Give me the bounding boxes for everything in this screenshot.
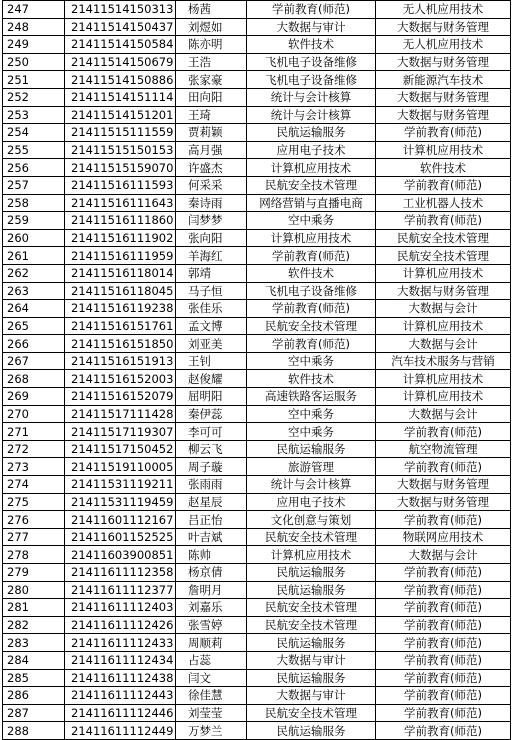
target-major-cell: 学前教育(师范) — [376, 176, 511, 194]
student-name-cell: 郭靖 — [176, 264, 247, 282]
table-row — [3, 704, 511, 722]
original-major-cell: 学前教育(师范) — [247, 335, 376, 353]
original-major-cell: 民航安全技术管理 — [247, 704, 376, 722]
row-number-cell: 272 — [3, 440, 65, 458]
row-number-cell: 274 — [3, 476, 65, 494]
original-major-cell: 应用电子技术 — [247, 493, 376, 511]
target-major-cell: 学前教育(师范) — [376, 511, 511, 529]
student-name-cell: 周顺莉 — [176, 634, 247, 652]
original-major-cell: 学前教育(师范) — [247, 1, 376, 19]
student-id-cell: 21411516111959 — [65, 247, 176, 265]
student-name-cell: 屈明阳 — [176, 388, 247, 406]
row-number-cell: 269 — [3, 388, 65, 406]
original-major-cell: 计算机应用技术 — [247, 159, 376, 177]
original-major-cell: 软件技术 — [247, 264, 376, 282]
row-number-cell: 284 — [3, 651, 65, 669]
target-major-cell: 大数据与财务管理 — [376, 88, 511, 106]
student-id-cell: 21411516118045 — [65, 282, 176, 300]
row-number-cell: 261 — [3, 247, 65, 265]
student-id-cell: 21411611112358 — [65, 564, 176, 582]
student-id-cell: 21411517119307 — [65, 423, 176, 441]
original-major-cell: 统计与会计核算 — [247, 476, 376, 494]
student-id-cell: 21411516111860 — [65, 212, 176, 230]
row-number-cell: 262 — [3, 264, 65, 282]
student-id-cell: 21411611112438 — [65, 669, 176, 687]
row-number-cell: 276 — [3, 511, 65, 529]
target-major-cell: 大数据与会计 — [376, 335, 511, 353]
original-major-cell: 应用电子技术 — [247, 141, 376, 159]
target-major-cell: 物联网应用技术 — [376, 528, 511, 546]
original-major-cell: 空中乘务 — [247, 405, 376, 423]
target-major-cell: 学前教育(师范) — [376, 423, 511, 441]
original-major-cell: 民航安全技术管理 — [247, 317, 376, 335]
target-major-cell: 学前教育(师范) — [376, 458, 511, 476]
table-row — [3, 18, 511, 36]
student-name-cell: 陈亦明 — [176, 36, 247, 54]
original-major-cell: 民航运输服务 — [247, 669, 376, 687]
target-major-cell: 无人机应用技术 — [376, 36, 511, 54]
row-number-cell: 251 — [3, 71, 65, 89]
table-row — [3, 141, 511, 159]
table-row — [3, 528, 511, 546]
student-name-cell: 周子璇 — [176, 458, 247, 476]
row-number-cell: 283 — [3, 634, 65, 652]
table-row — [3, 440, 511, 458]
student-id-cell: 21411514151201 — [65, 106, 176, 124]
table-row — [3, 194, 511, 212]
original-major-cell: 民航安全技术管理 — [247, 528, 376, 546]
original-major-cell: 学前教育(师范) — [247, 247, 376, 265]
original-major-cell: 民航安全技术管理 — [247, 176, 376, 194]
student-name-cell: 许盛杰 — [176, 159, 247, 177]
row-number-cell: 259 — [3, 212, 65, 230]
student-name-cell: 秦诗雨 — [176, 194, 247, 212]
table-row — [3, 634, 511, 652]
original-major-cell: 民航运输服务 — [247, 581, 376, 599]
row-number-cell: 281 — [3, 599, 65, 617]
target-major-cell: 学前教育(师范) — [376, 651, 511, 669]
student-name-cell: 徐佳慧 — [176, 687, 247, 705]
table-row — [3, 124, 511, 142]
row-number-cell: 260 — [3, 229, 65, 247]
table-row — [3, 564, 511, 582]
target-major-cell: 学前教育(师范) — [376, 634, 511, 652]
table-row — [3, 599, 511, 617]
student-name-cell: 王钊 — [176, 352, 247, 370]
student-id-cell: 21411514151114 — [65, 88, 176, 106]
original-major-cell: 大数据与审计 — [247, 18, 376, 36]
student-id-cell: 21411601112167 — [65, 511, 176, 529]
original-major-cell: 民航安全技术管理 — [247, 616, 376, 634]
student-id-cell: 21411516151913 — [65, 352, 176, 370]
target-major-cell: 新能源汽车技术 — [376, 71, 511, 89]
student-name-cell: 赵俊耀 — [176, 370, 247, 388]
row-number-cell: 287 — [3, 704, 65, 722]
student-id-cell: 21411516111902 — [65, 229, 176, 247]
student-name-cell: 詹明月 — [176, 581, 247, 599]
row-number-cell: 265 — [3, 317, 65, 335]
target-major-cell: 计算机应用技术 — [376, 264, 511, 282]
original-major-cell: 空中乘务 — [247, 352, 376, 370]
table-row — [3, 722, 511, 740]
row-number-cell: 252 — [3, 88, 65, 106]
table-row — [3, 300, 511, 318]
student-id-cell: 21411515111559 — [65, 124, 176, 142]
row-number-cell: 264 — [3, 300, 65, 318]
table-row — [3, 493, 511, 511]
original-major-cell: 飞机电子设备维修 — [247, 53, 376, 71]
student-id-cell: 21411515159070 — [65, 159, 176, 177]
target-major-cell: 工业机器人技术 — [376, 194, 511, 212]
table-row — [3, 511, 511, 529]
student-id-cell: 21411519110005 — [65, 458, 176, 476]
target-major-cell: 计算机应用技术 — [376, 317, 511, 335]
student-name-cell: 赵星辰 — [176, 493, 247, 511]
table-row — [3, 36, 511, 54]
row-number-cell: 256 — [3, 159, 65, 177]
student-id-cell: 21411517150452 — [65, 440, 176, 458]
student-name-cell: 万梦兰 — [176, 722, 247, 740]
student-id-cell: 21411514150437 — [65, 18, 176, 36]
row-number-cell: 279 — [3, 564, 65, 582]
table-row — [3, 405, 511, 423]
row-number-cell: 255 — [3, 141, 65, 159]
student-name-cell: 张雨雨 — [176, 476, 247, 494]
original-major-cell: 软件技术 — [247, 36, 376, 54]
row-number-cell: 248 — [3, 18, 65, 36]
student-name-cell: 张家豪 — [176, 71, 247, 89]
original-major-cell: 民航运输服务 — [247, 634, 376, 652]
table-row — [3, 370, 511, 388]
table-row — [3, 106, 511, 124]
student-id-cell: 21411514150584 — [65, 36, 176, 54]
table-row — [3, 88, 511, 106]
table-row — [3, 669, 511, 687]
original-major-cell: 飞机电子设备维修 — [247, 282, 376, 300]
table-row — [3, 176, 511, 194]
row-number-cell: 247 — [3, 1, 65, 19]
transfer-table-body — [3, 1, 511, 740]
table-row — [3, 476, 511, 494]
row-number-cell: 266 — [3, 335, 65, 353]
table-row — [3, 71, 511, 89]
table-row — [3, 335, 511, 353]
target-major-cell: 学前教育(师范) — [376, 722, 511, 740]
table-row — [3, 423, 511, 441]
original-major-cell: 空中乘务 — [247, 212, 376, 230]
student-id-cell: 21411514150313 — [65, 1, 176, 19]
target-major-cell: 汽车技术服务与营销 — [376, 352, 511, 370]
student-name-cell: 柳云飞 — [176, 440, 247, 458]
student-id-cell: 21411531119459 — [65, 493, 176, 511]
target-major-cell: 民航安全技术管理 — [376, 229, 511, 247]
original-major-cell: 民航运输服务 — [247, 124, 376, 142]
student-name-cell: 孟文博 — [176, 317, 247, 335]
target-major-cell: 软件技术 — [376, 159, 511, 177]
table-row — [3, 229, 511, 247]
row-number-cell: 271 — [3, 423, 65, 441]
student-name-cell: 高月强 — [176, 141, 247, 159]
row-number-cell: 253 — [3, 106, 65, 124]
student-name-cell: 刘亚美 — [176, 335, 247, 353]
student-id-cell: 21411611112433 — [65, 634, 176, 652]
row-number-cell: 258 — [3, 194, 65, 212]
row-number-cell: 270 — [3, 405, 65, 423]
student-id-cell: 21411611112449 — [65, 722, 176, 740]
student-name-cell: 张向阳 — [176, 229, 247, 247]
student-id-cell: 21411517111428 — [65, 405, 176, 423]
target-major-cell: 计算机应用技术 — [376, 370, 511, 388]
student-id-cell: 21411531119211 — [65, 476, 176, 494]
student-name-cell: 吕正怡 — [176, 511, 247, 529]
student-name-cell: 马子恒 — [176, 282, 247, 300]
target-major-cell: 大数据与财务管理 — [376, 18, 511, 36]
student-id-cell: 21411611112426 — [65, 616, 176, 634]
original-major-cell: 民航运输服务 — [247, 722, 376, 740]
row-number-cell: 275 — [3, 493, 65, 511]
student-id-cell: 21411601152525 — [65, 528, 176, 546]
original-major-cell: 学前教育(师范) — [247, 300, 376, 318]
table-row — [3, 616, 511, 634]
row-number-cell: 278 — [3, 546, 65, 564]
row-number-cell: 250 — [3, 53, 65, 71]
table-row — [3, 687, 511, 705]
target-major-cell: 学前教育(师范) — [376, 564, 511, 582]
original-major-cell: 统计与会计核算 — [247, 106, 376, 124]
table-row — [3, 388, 511, 406]
student-name-cell: 羊海红 — [176, 247, 247, 265]
row-number-cell: 249 — [3, 36, 65, 54]
table-row — [3, 546, 511, 564]
row-number-cell: 280 — [3, 581, 65, 599]
original-major-cell: 大数据与审计 — [247, 687, 376, 705]
row-number-cell: 277 — [3, 528, 65, 546]
student-name-cell: 叶吉斌 — [176, 528, 247, 546]
student-id-cell: 21411603900851 — [65, 546, 176, 564]
student-id-cell: 21411514150679 — [65, 53, 176, 71]
target-major-cell: 民航安全技术管理 — [376, 247, 511, 265]
row-number-cell: 254 — [3, 124, 65, 142]
row-number-cell: 263 — [3, 282, 65, 300]
table-row — [3, 53, 511, 71]
table-row — [3, 458, 511, 476]
student-id-cell: 21411516152003 — [65, 370, 176, 388]
original-major-cell: 民航安全技术管理 — [247, 599, 376, 617]
target-major-cell: 学前教育(师范) — [376, 212, 511, 230]
student-id-cell: 21411515150153 — [65, 141, 176, 159]
student-name-cell: 杨京倩 — [176, 564, 247, 582]
student-name-cell: 杨茜 — [176, 1, 247, 19]
student-name-cell: 闫文 — [176, 669, 247, 687]
original-major-cell: 统计与会计核算 — [247, 88, 376, 106]
target-major-cell: 计算机应用技术 — [376, 388, 511, 406]
student-id-cell: 21411516111593 — [65, 176, 176, 194]
original-major-cell: 民航运输服务 — [247, 564, 376, 582]
row-number-cell: 286 — [3, 687, 65, 705]
target-major-cell: 大数据与会计 — [376, 405, 511, 423]
target-major-cell: 计算机应用技术 — [376, 141, 511, 159]
original-major-cell: 民航运输服务 — [247, 440, 376, 458]
table-row — [3, 264, 511, 282]
row-number-cell: 268 — [3, 370, 65, 388]
student-name-cell: 刘煜如 — [176, 18, 247, 36]
transfer-table — [2, 0, 511, 740]
table-row — [3, 212, 511, 230]
table-row — [3, 581, 511, 599]
row-number-cell: 282 — [3, 616, 65, 634]
student-id-cell: 21411516111643 — [65, 194, 176, 212]
table-row — [3, 651, 511, 669]
table-row — [3, 282, 511, 300]
target-major-cell: 航空物流管理 — [376, 440, 511, 458]
student-name-cell: 李可可 — [176, 423, 247, 441]
student-id-cell: 21411516152079 — [65, 388, 176, 406]
row-number-cell: 288 — [3, 722, 65, 740]
student-id-cell: 21411611112377 — [65, 581, 176, 599]
original-major-cell: 飞机电子设备维修 — [247, 71, 376, 89]
target-major-cell: 大数据与财务管理 — [376, 53, 511, 71]
table-row — [3, 159, 511, 177]
original-major-cell: 高速铁路客运服务 — [247, 388, 376, 406]
student-name-cell: 贾莉颖 — [176, 124, 247, 142]
target-major-cell: 学前教育(师范) — [376, 704, 511, 722]
student-name-cell: 王琦 — [176, 106, 247, 124]
target-major-cell: 学前教育(师范) — [376, 687, 511, 705]
original-major-cell: 旅游管理 — [247, 458, 376, 476]
target-major-cell: 学前教育(师范) — [376, 581, 511, 599]
row-number-cell: 257 — [3, 176, 65, 194]
student-id-cell: 21411611112403 — [65, 599, 176, 617]
student-name-cell: 闫梦梦 — [176, 212, 247, 230]
table-row — [3, 352, 511, 370]
student-name-cell: 田向阳 — [176, 88, 247, 106]
original-major-cell: 软件技术 — [247, 370, 376, 388]
original-major-cell: 网络营销与直播电商 — [247, 194, 376, 212]
target-major-cell: 学前教育(师范) — [376, 616, 511, 634]
student-name-cell: 何采采 — [176, 176, 247, 194]
student-name-cell: 张雪婷 — [176, 616, 247, 634]
table-row — [3, 247, 511, 265]
student-id-cell: 21411516119238 — [65, 300, 176, 318]
student-name-cell: 刘莹莹 — [176, 704, 247, 722]
original-major-cell: 计算机应用技术 — [247, 546, 376, 564]
student-name-cell: 陈帅 — [176, 546, 247, 564]
student-name-cell: 秦伊蕊 — [176, 405, 247, 423]
row-number-cell: 273 — [3, 458, 65, 476]
target-major-cell: 大数据与会计 — [376, 546, 511, 564]
student-name-cell: 张佳乐 — [176, 300, 247, 318]
student-id-cell: 21411516151850 — [65, 335, 176, 353]
target-major-cell: 学前教育(师范) — [376, 669, 511, 687]
student-id-cell: 21411516151761 — [65, 317, 176, 335]
target-major-cell: 大数据与财务管理 — [376, 106, 511, 124]
table-row — [3, 1, 511, 19]
student-id-cell: 21411611112434 — [65, 651, 176, 669]
original-major-cell: 计算机应用技术 — [247, 229, 376, 247]
target-major-cell: 无人机应用技术 — [376, 1, 511, 19]
target-major-cell: 学前教育(师范) — [376, 124, 511, 142]
target-major-cell: 大数据与财务管理 — [376, 282, 511, 300]
student-id-cell: 21411611112446 — [65, 704, 176, 722]
table-row — [3, 317, 511, 335]
row-number-cell: 267 — [3, 352, 65, 370]
target-major-cell: 大数据与财务管理 — [376, 493, 511, 511]
target-major-cell: 大数据与会计 — [376, 300, 511, 318]
target-major-cell: 学前教育(师范) — [376, 599, 511, 617]
student-name-cell: 王浩 — [176, 53, 247, 71]
original-major-cell: 大数据与审计 — [247, 651, 376, 669]
student-name-cell: 刘嘉乐 — [176, 599, 247, 617]
student-id-cell: 21411514150886 — [65, 71, 176, 89]
target-major-cell: 大数据与财务管理 — [376, 476, 511, 494]
row-number-cell: 285 — [3, 669, 65, 687]
student-id-cell: 21411611112443 — [65, 687, 176, 705]
original-major-cell: 文化创意与策划 — [247, 511, 376, 529]
original-major-cell: 空中乘务 — [247, 423, 376, 441]
student-name-cell: 占蕊 — [176, 651, 247, 669]
student-id-cell: 21411516118014 — [65, 264, 176, 282]
